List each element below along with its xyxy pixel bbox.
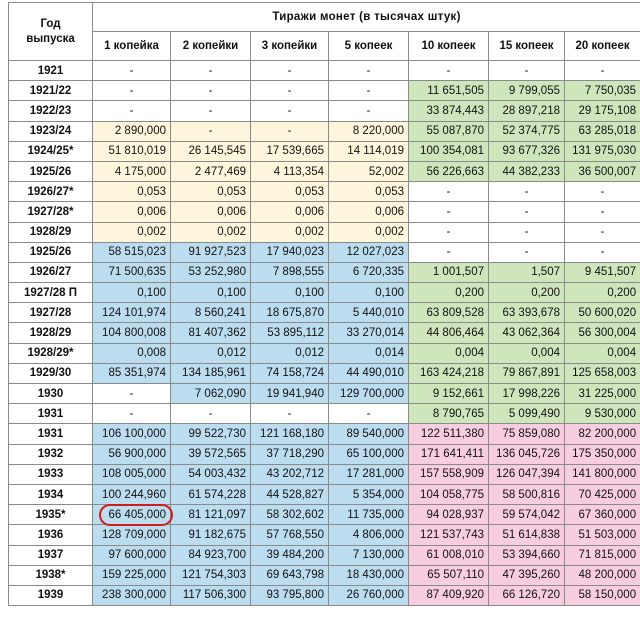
- value-cell: 47 395,260: [489, 565, 565, 585]
- value-cell: 0,014: [329, 343, 409, 363]
- value-cell: -: [93, 81, 171, 101]
- value-cell: -: [251, 101, 329, 121]
- value-cell: 0,200: [565, 283, 640, 303]
- value-cell: 69 643,798: [251, 565, 329, 585]
- value-cell: 51 614,838: [489, 525, 565, 545]
- value-cell: 14 114,019: [329, 141, 409, 161]
- value-cell: 12 027,023: [329, 242, 409, 262]
- value-cell: -: [251, 121, 329, 141]
- value-cell: 54 003,432: [171, 464, 251, 484]
- value-cell: 9 451,507: [565, 262, 640, 282]
- value-cell: -: [565, 222, 640, 242]
- value-cell: 39 484,200: [251, 545, 329, 565]
- value-cell: 56 900,000: [93, 444, 171, 464]
- table-row: [9, 505, 640, 525]
- value-cell: 56 300,004: [565, 323, 640, 343]
- value-cell: 44 382,233: [489, 161, 565, 181]
- value-cell: 17 539,665: [251, 141, 329, 161]
- table-row: [9, 525, 640, 545]
- value-cell: 71 500,635: [93, 262, 171, 282]
- value-cell: 51 503,000: [565, 525, 640, 545]
- year-cell: 1925/26: [9, 242, 93, 262]
- value-cell: -: [251, 61, 329, 81]
- table-row: [9, 303, 640, 323]
- value-cell: 0,004: [409, 343, 489, 363]
- value-cell: 65 507,110: [409, 565, 489, 585]
- value-cell: 44 528,827: [251, 484, 329, 504]
- table-row: [9, 585, 640, 605]
- value-cell: 17 940,023: [251, 242, 329, 262]
- value-cell: 52,002: [329, 161, 409, 181]
- value-cell: 33 874,443: [409, 101, 489, 121]
- value-cell: 131 975,030: [565, 141, 640, 161]
- value-cell: 0,002: [171, 222, 251, 242]
- value-cell: 122 511,380: [409, 424, 489, 444]
- value-cell: 84 923,700: [171, 545, 251, 565]
- value-cell: -: [409, 242, 489, 262]
- value-cell: 93 795,800: [251, 585, 329, 605]
- value-cell: -: [93, 384, 171, 404]
- value-cell: 5 440,010: [329, 303, 409, 323]
- value-cell: 238 300,000: [93, 585, 171, 605]
- table-row: [9, 262, 640, 282]
- value-cell: 93 677,326: [489, 141, 565, 161]
- value-cell: -: [171, 81, 251, 101]
- value-cell: 7 130,000: [329, 545, 409, 565]
- value-cell: 97 600,000: [93, 545, 171, 565]
- year-cell: 1927/28*: [9, 202, 93, 222]
- table-row: [9, 161, 640, 181]
- value-cell: 0,100: [329, 283, 409, 303]
- year-cell: 1938*: [9, 565, 93, 585]
- value-cell: -: [251, 404, 329, 424]
- value-cell: -: [565, 61, 640, 81]
- value-cell: 91 182,675: [171, 525, 251, 545]
- value-cell: 175 350,000: [565, 444, 640, 464]
- year-header-label: Год выпуска: [26, 17, 75, 45]
- table-row: [9, 222, 640, 242]
- year-cell: 1931: [9, 424, 93, 444]
- value-cell: 2 477,469: [171, 161, 251, 181]
- value-cell: 128 709,000: [93, 525, 171, 545]
- table-row: [9, 545, 640, 565]
- value-cell: -: [409, 182, 489, 202]
- value-cell: 7 750,035: [565, 81, 640, 101]
- value-cell: -: [93, 61, 171, 81]
- value-cell: 28 897,218: [489, 101, 565, 121]
- value-cell: 65 100,000: [329, 444, 409, 464]
- value-cell: 44 806,464: [409, 323, 489, 343]
- value-cell: -: [489, 202, 565, 222]
- value-cell: -: [565, 242, 640, 262]
- year-cell: 1924/25*: [9, 141, 93, 161]
- year-column-header: [9, 3, 93, 61]
- value-cell: 163 424,218: [409, 363, 489, 383]
- value-cell: 159 225,000: [93, 565, 171, 585]
- table-row: [9, 444, 640, 464]
- value-cell: 125 658,003: [565, 363, 640, 383]
- value-cell: 9 530,000: [565, 404, 640, 424]
- value-cell: 0,200: [489, 283, 565, 303]
- table-row: [9, 121, 640, 141]
- value-cell: 43 202,712: [251, 464, 329, 484]
- year-cell: 1925/26: [9, 161, 93, 181]
- value-cell: 81 407,362: [171, 323, 251, 343]
- value-cell: 0,002: [329, 222, 409, 242]
- table-row: [9, 363, 640, 383]
- value-cell: 7 062,090: [171, 384, 251, 404]
- value-cell: 63 393,678: [489, 303, 565, 323]
- value-cell: 63 809,528: [409, 303, 489, 323]
- table-row: [9, 182, 640, 202]
- value-cell: 61 574,228: [171, 484, 251, 504]
- table-body: [9, 61, 640, 606]
- value-cell: 0,004: [565, 343, 640, 363]
- value-cell: 57 768,550: [251, 525, 329, 545]
- column-header-row: [9, 32, 640, 61]
- value-cell: 94 028,937: [409, 505, 489, 525]
- value-cell: 48 200,000: [565, 565, 640, 585]
- value-cell: 74 158,724: [251, 363, 329, 383]
- year-cell: 1932: [9, 444, 93, 464]
- value-cell: 99 522,730: [171, 424, 251, 444]
- value-cell: 61 008,010: [409, 545, 489, 565]
- value-cell: 26 145,545: [171, 141, 251, 161]
- table-row: [9, 424, 640, 444]
- value-cell: 100 244,960: [93, 484, 171, 504]
- value-cell: 44 490,010: [329, 363, 409, 383]
- value-cell: 136 045,726: [489, 444, 565, 464]
- year-cell: 1926/27*: [9, 182, 93, 202]
- value-cell: -: [409, 61, 489, 81]
- value-cell: 0,006: [171, 202, 251, 222]
- table-row: [9, 404, 640, 424]
- value-cell: 63 285,018: [565, 121, 640, 141]
- value-cell: 0,053: [251, 182, 329, 202]
- value-cell: 129 700,000: [329, 384, 409, 404]
- value-cell: -: [329, 101, 409, 121]
- value-cell: 52 374,775: [489, 121, 565, 141]
- value-cell: -: [329, 404, 409, 424]
- table-title: Тиражи монет (в тысячах штук): [93, 3, 640, 32]
- table-row: [9, 81, 640, 101]
- year-cell: 1937: [9, 545, 93, 565]
- column-header: 5 копеек: [329, 32, 409, 61]
- table-row: [9, 464, 640, 484]
- value-cell: 82 200,000: [565, 424, 640, 444]
- value-cell: 53 252,980: [171, 262, 251, 282]
- value-cell: -: [93, 404, 171, 424]
- value-cell: 0,053: [171, 182, 251, 202]
- value-cell: -: [565, 182, 640, 202]
- value-cell: 17 281,000: [329, 464, 409, 484]
- value-cell: 104 800,008: [93, 323, 171, 343]
- year-cell: 1936: [9, 525, 93, 545]
- value-cell: 117 506,300: [171, 585, 251, 605]
- table-row: [9, 202, 640, 222]
- value-cell: 91 927,523: [171, 242, 251, 262]
- value-cell: 0,200: [409, 283, 489, 303]
- value-cell: -: [565, 202, 640, 222]
- table-row: [9, 484, 640, 504]
- value-cell: -: [409, 222, 489, 242]
- value-cell: 8 220,000: [329, 121, 409, 141]
- value-cell: 87 409,920: [409, 585, 489, 605]
- value-cell: 36 500,007: [565, 161, 640, 181]
- value-cell: 5 099,490: [489, 404, 565, 424]
- value-cell: 4 175,000: [93, 161, 171, 181]
- value-cell: -: [489, 242, 565, 262]
- value-cell: 0,053: [329, 182, 409, 202]
- value-cell: 50 600,020: [565, 303, 640, 323]
- table-row: [9, 141, 640, 161]
- year-cell: 1934: [9, 484, 93, 504]
- value-cell: 4 806,000: [329, 525, 409, 545]
- value-cell: 0,004: [489, 343, 565, 363]
- value-cell: 66 405,000: [93, 505, 171, 525]
- year-cell: 1939: [9, 585, 93, 605]
- value-cell: 108 005,000: [93, 464, 171, 484]
- value-cell: 56 226,663: [409, 161, 489, 181]
- value-cell: 0,008: [93, 343, 171, 363]
- value-cell: 18 430,000: [329, 565, 409, 585]
- year-cell: 1935*: [9, 505, 93, 525]
- value-cell: 70 425,000: [565, 484, 640, 504]
- value-cell: 58 302,602: [251, 505, 329, 525]
- table-row: [9, 61, 640, 81]
- value-cell: 9 152,661: [409, 384, 489, 404]
- value-cell: 58 515,023: [93, 242, 171, 262]
- year-cell: 1927/28: [9, 303, 93, 323]
- value-cell: 11 735,000: [329, 505, 409, 525]
- value-cell: 1 001,507: [409, 262, 489, 282]
- value-cell: 5 354,000: [329, 484, 409, 504]
- value-cell: 126 047,394: [489, 464, 565, 484]
- value-cell: 0,012: [251, 343, 329, 363]
- column-header: 3 копейки: [251, 32, 329, 61]
- coin-mintage-table: [8, 2, 640, 606]
- year-cell: 1933: [9, 464, 93, 484]
- value-cell: 1,507: [489, 262, 565, 282]
- value-cell: 0,006: [251, 202, 329, 222]
- value-cell: 53 394,660: [489, 545, 565, 565]
- table-row: [9, 384, 640, 404]
- value-cell: 81 121,097: [171, 505, 251, 525]
- value-cell: 79 867,891: [489, 363, 565, 383]
- year-cell: 1928/29: [9, 222, 93, 242]
- value-cell: -: [251, 81, 329, 101]
- value-cell: 0,053: [93, 182, 171, 202]
- value-cell: 2 890,000: [93, 121, 171, 141]
- value-cell: 58 150,000: [565, 585, 640, 605]
- value-cell: 37 718,290: [251, 444, 329, 464]
- year-cell: 1929/30: [9, 363, 93, 383]
- value-cell: 89 540,000: [329, 424, 409, 444]
- value-cell: -: [329, 61, 409, 81]
- table-row: [9, 343, 640, 363]
- value-cell: 0,100: [171, 283, 251, 303]
- value-cell: 0,100: [251, 283, 329, 303]
- value-cell: 31 225,000: [565, 384, 640, 404]
- value-cell: 171 641,411: [409, 444, 489, 464]
- value-cell: 134 185,961: [171, 363, 251, 383]
- table-row: [9, 323, 640, 343]
- value-cell: 157 558,909: [409, 464, 489, 484]
- value-cell: 7 898,555: [251, 262, 329, 282]
- value-cell: 19 941,940: [251, 384, 329, 404]
- value-cell: 67 360,000: [565, 505, 640, 525]
- value-cell: 58 500,816: [489, 484, 565, 504]
- value-cell: 39 572,565: [171, 444, 251, 464]
- value-cell: 11 651,505: [409, 81, 489, 101]
- year-cell: 1927/28 П: [9, 283, 93, 303]
- column-header: 10 копеек: [409, 32, 489, 61]
- value-cell: -: [489, 61, 565, 81]
- value-cell: 4 113,354: [251, 161, 329, 181]
- value-cell: 6 720,335: [329, 262, 409, 282]
- value-cell: 104 058,775: [409, 484, 489, 504]
- year-cell: 1926/27: [9, 262, 93, 282]
- column-header: 1 копейка: [93, 32, 171, 61]
- table-row: [9, 283, 640, 303]
- value-cell: 33 270,014: [329, 323, 409, 343]
- value-cell: 121 537,743: [409, 525, 489, 545]
- value-cell: -: [489, 222, 565, 242]
- value-cell: -: [171, 121, 251, 141]
- value-cell: 85 351,974: [93, 363, 171, 383]
- value-cell: 141 800,000: [565, 464, 640, 484]
- value-cell: 51 810,019: [93, 141, 171, 161]
- value-cell: 75 859,080: [489, 424, 565, 444]
- value-cell: 0,012: [171, 343, 251, 363]
- value-cell: 26 760,000: [329, 585, 409, 605]
- value-cell: 29 175,108: [565, 101, 640, 121]
- year-cell: 1931: [9, 404, 93, 424]
- value-cell: 124 101,974: [93, 303, 171, 323]
- value-cell: 71 815,000: [565, 545, 640, 565]
- year-cell: 1928/29*: [9, 343, 93, 363]
- value-cell: 121 168,180: [251, 424, 329, 444]
- table-row: [9, 565, 640, 585]
- value-cell: 66 126,720: [489, 585, 565, 605]
- value-cell: 0,006: [93, 202, 171, 222]
- value-cell: -: [489, 182, 565, 202]
- value-cell: 53 895,112: [251, 323, 329, 343]
- value-cell: -: [409, 202, 489, 222]
- year-cell: 1930: [9, 384, 93, 404]
- value-cell: -: [171, 404, 251, 424]
- value-cell: -: [93, 101, 171, 121]
- value-cell: 8 560,241: [171, 303, 251, 323]
- value-cell: 59 574,042: [489, 505, 565, 525]
- value-cell: -: [171, 61, 251, 81]
- value-cell: 100 354,081: [409, 141, 489, 161]
- value-cell: 0,002: [251, 222, 329, 242]
- value-cell: 18 675,870: [251, 303, 329, 323]
- value-cell: 0,006: [329, 202, 409, 222]
- column-header: 2 копейки: [171, 32, 251, 61]
- year-cell: 1923/24: [9, 121, 93, 141]
- column-header: 15 копеек: [489, 32, 565, 61]
- year-cell: 1921/22: [9, 81, 93, 101]
- value-cell: 106 100,000: [93, 424, 171, 444]
- value-cell: 17 998,226: [489, 384, 565, 404]
- value-cell: 0,100: [93, 283, 171, 303]
- value-cell: 0,002: [93, 222, 171, 242]
- year-cell: 1921: [9, 61, 93, 81]
- table-row: [9, 242, 640, 262]
- value-cell: 43 062,364: [489, 323, 565, 343]
- value-cell: -: [171, 101, 251, 121]
- table-row: [9, 101, 640, 121]
- value-cell: 121 754,303: [171, 565, 251, 585]
- value-cell: 8 790,765: [409, 404, 489, 424]
- column-header: 20 копеек: [565, 32, 640, 61]
- value-cell: 55 087,870: [409, 121, 489, 141]
- value-cell: 9 799,055: [489, 81, 565, 101]
- value-cell: -: [329, 81, 409, 101]
- year-cell: 1928/29: [9, 323, 93, 343]
- year-cell: 1922/23: [9, 101, 93, 121]
